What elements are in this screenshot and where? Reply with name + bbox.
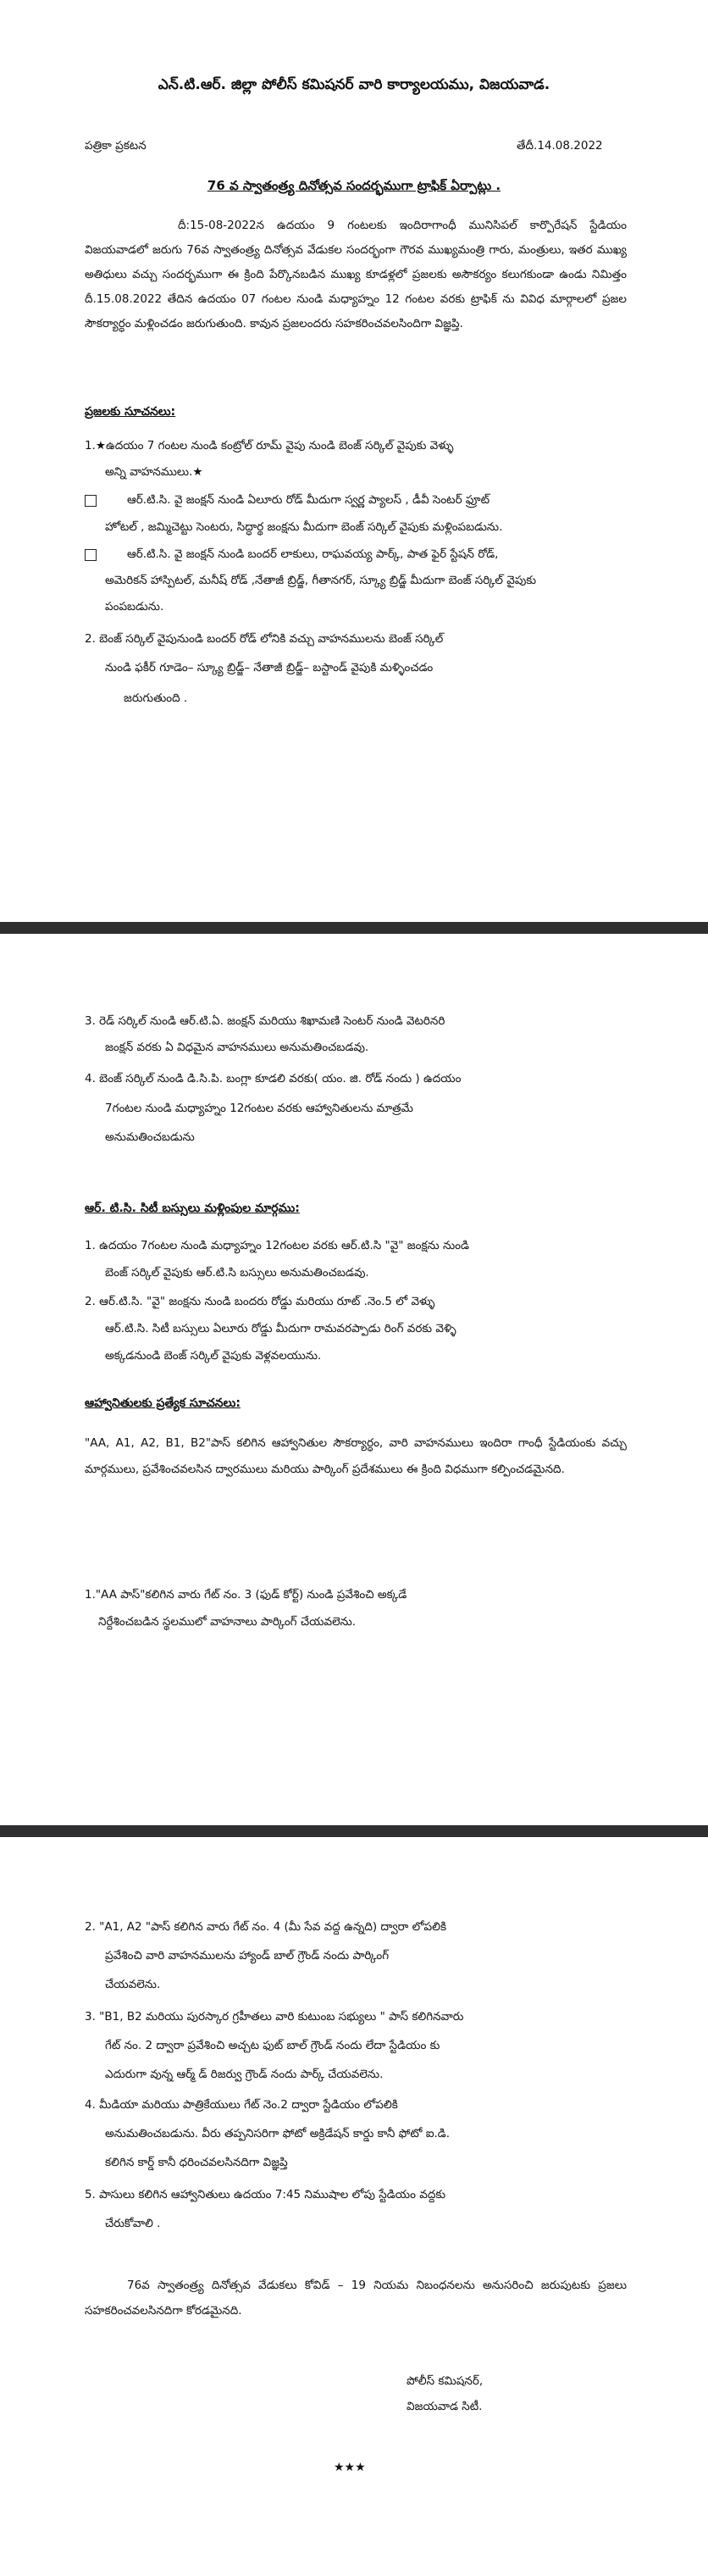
page-1 (0, 0, 708, 922)
item1-line2: అన్ని వాహనములు.★ (105, 465, 203, 479)
inv4-line3: కలిగిన కార్డ్ కానీ ధరించవలసినదిగా విజ్ఞప్తి (105, 2156, 288, 2169)
inv1-line1: 1."AA పాస్"కలిగిన వారు గేట్ నం. 3 (ఫుడ్ కోర్ట్) నుండి ప్రవేశించి అక్కడే (85, 1588, 407, 1602)
checkbox-bullet-2 (85, 549, 97, 561)
item4-line3: అనుమతించబడును (105, 1130, 195, 1144)
invitee-paragraph: "AA, A1, A2, B1, B2"పాస్ కలిగిన ఆహ్వానితుల సౌకర్యార్ధం, వారి వాహనములు ఇందిరా గాంధీ స్టేడియంకు వచ్చు మార్గములు, ప్రవేశించవలసిన ద్వారములు మరియు పార్కింగ్ ప్రదేశములు ఈ క్రింది విధముగా కల్పించడమైనది. (85, 1436, 627, 1476)
closing-stars: ★★★ (334, 2461, 366, 2474)
closing-paragraph: 76వ స్వాతంత్ర్య దినోత్సవ వేడుకలు కోవిడ్ – 19 నియమ నిబంధనలను అనుసరించి జరుపుటకు ప్రజలు సహకరించవలసినదిగా కోరడమైనది. (85, 2279, 627, 2318)
inv3-line1: 3. "B1, B2 మరియు పురస్కార గ్రహీతలు వారి కుటుంబ సభ్యులు " పాస్ కలిగినవారు (85, 2010, 464, 2024)
office-title: ఎన్.టి.ఆర్. జిల్లా పోలీస్ కమిషనర్ వారి కార్యాలయము, విజయవాడ. (158, 76, 550, 93)
item4-line2: 7గంటల నుండి మధ్యాహ్నం 12గంటల వరకు ఆహ్వానితులను మాత్రమే (105, 1102, 413, 1115)
bullet2-line2: అమెరికన్ హాస్పిటల్, మనీష్ రోడ్ ,నేతాజీ బ్రిడ్జ్, గీతానగర్, స్క్యూ బ్రిడ్జ్ మీదుగా బెంజ్ సర్కిల్ వైపుకు (105, 574, 537, 587)
page-3 (0, 1837, 708, 2576)
signature-line2: విజయవాడ సిటీ. (407, 2400, 483, 2413)
item2-line1: 2. బెంజ్ సర్కిల్ వైపునుండి బందర్ రోడ్ లోనికి వచ్చు వాహనములను బెంజ్ సర్కిల్ (85, 632, 444, 646)
inv3-line3: ఎదురుగా వున్న ఆర్మ్ డ్ రిజర్వు గ్రౌండ్ నందు పార్క్ చేయవలెను. (105, 2068, 384, 2081)
page-divider-2 (0, 1825, 708, 1837)
rtc1-line1: 1. ఉదయం 7గంటల నుండి మధ్యాహ్నం 12గంటల వరకు ఆర్.టి.సి "వై" జంక్షను నుండి (85, 1239, 469, 1252)
inv4-line1: 4. మీడియా మరియు పాత్రికేయులు గేట్ నెం.2 ద్వారా స్టేడియం లోపలికి (85, 2098, 398, 2112)
item4-line1: 4. బెంజ్ సర్కిల్ నుండి డి.సి.పి. బంగ్లా కూడలి వరకు( యం. జి. రోడ్ నందు ) ఉదయం (85, 1072, 462, 1085)
page-divider-1 (0, 922, 708, 934)
bullet1-line1: ఆర్.టి.సి. వై జంక్షన్ నుండి ఏలూరు రోడ్ మీదుగా స్వర్ణ ప్యాలస్ , డీవీ సెంటర్ ఫ్రూట్ (127, 493, 490, 507)
heading-public-instructions: ప్రజలకు సూచనలు: (85, 405, 176, 419)
rtc2-line2: ఆర్.టి.సి. సిటీ బస్సులు ఏలూరు రోడ్డు మీదుగా రామవరప్పాడు రింగ్ వరకు వెళ్ళి (105, 1322, 456, 1335)
page-2 (0, 934, 708, 1825)
rtc1-line2: బెంజ్ సర్కిల్ వైపుకు ఆర్.టి.సి బస్సులు అనుమతించబడవు. (105, 1266, 369, 1280)
bullet1-line2: హోటల్ , జమ్మిచెట్టు సెంటరు, సిద్ధార్థ జంక్షను మీదుగా బెంజ్ సర్కిల్ వైపుకు మళ్లింపబడును. (105, 520, 503, 534)
item1-line1: 1.★ఉదయం 7 గంటల నుండి కంట్రోల్ రూమ్ వైపు నుండి బెంజ్ సర్కిల్ వైపుకు వెళ్ళు (85, 439, 454, 452)
inv1-line2: నిర్దేశించబడిన స్థలములో వాహనాలు పార్కింగ్ చేయవలెను. (98, 1615, 357, 1629)
bullet2-line3: పంపబడును. (105, 600, 164, 613)
inv3-line2: గేట్ నం. 2 ద్వారా ప్రవేశించి అచ్చట ఫుట్ బాల్ గ్రౌండ్ నందు లేదా స్టేడియం కు (105, 2039, 440, 2052)
press-release-label: పత్రికా ప్రకటన (85, 139, 147, 153)
inv2-line2: ప్రవేశించి వారి వాహనములను హ్యాండ్ బాల్ గ్రౌండ్ నందు పార్కింగ్ (105, 1949, 390, 1963)
subject-title: 76 వ స్వాతంత్ర్య దినోత్సవ సందర్భముగా ట్రాఫిక్ ఏర్పాట్లు . (207, 178, 501, 193)
checkbox-bullet-1 (85, 495, 97, 507)
item2-line2: నుండి ఫకీర్ గూడెం– స్క్యూ బ్రిడ్జ్– నేతాజీ బ్రిడ్జ్– బస్టాండ్ వైపుకి మళ్ళించడం (105, 661, 434, 675)
signature-line1: పోలీస్ కమిషనర్, (407, 2374, 484, 2388)
rtc2-line3: అక్కడనుండి బెంజ్ సర్కిల్ వైపుకు వెళ్లవలయును. (105, 1349, 322, 1363)
heading-invitee-instructions: ఆహ్వానితులకు ప్రత్యేక సూచనలు: (85, 1396, 241, 1410)
bullet2-line1: ఆర్.టి.సి. వై జంక్షన్ నుండి బందర్ లాకులు, రాఘవయ్య పార్క్, పాత ఫైర్ స్టేషన్ రోడ్, (127, 547, 499, 561)
intro-paragraph: దీ:15-08-2022న ఉదయం 9 గంటలకు ఇందిరాగాంధీ మునిసిపల్ కార్పొరేషన్ స్టేడియం విజయవాడలో జరుగు 76వ స్వాతంత్ర్య దినోత్సవ వేడుకల సందర్భంగా గౌరవ ముఖ్యమంత్రి గారు, మంత్రులు, ఇతర ముఖ్య అతిధులు వచ్చు సందర్భముగా ఈ క్రింది పేర్కొనబడిన ముఖ్య కూడళ్లలో ప్రజలకు అసౌకర్యం కలుగకుండా ఉండు నిమిత్తం దీ.15.08.2022 తేదిన ఉదయం 07 గంటల నుండి మధ్యాహ్నం 12 గంటల వరకు ట్రాఫిక్ ను వివిధ మార్గాలలో ప్రజల సౌకర్యార్ధం మళ్లించడం జరుగుతుంది. కావున ప్రజలందరు సహకరించవలసిందిగా విజ్ఞప్తి. (85, 219, 627, 330)
inv2-line3: చేయవలెను. (105, 1978, 161, 1991)
item2-line3: జరుగుతుంది . (124, 691, 188, 705)
inv4-line2: అనుమతించబడును. వీరు తప్పనిసరిగా ఫోటో అక్రిడేషన్ కార్డు కానీ ఫోటో ఐ.డి. (105, 2127, 451, 2140)
item3-line2: జంక్షన్ వరకు ఏ విధమైన వాహనములు అనుమతించబడవు. (105, 1041, 369, 1054)
inv5-line1: 5. పాసులు కలిగిన ఆహ్వానితులు ఉదయం 7:45 నిముషాల లోపు స్టేడియం వద్దకు (85, 2188, 446, 2201)
item3-line1: 3. రెడ్ సర్కిల్ నుండి ఆర్.టి.ఏ. జంక్షన్ మరియు శిఖామణి సెంటర్ నుండి వెటరినరి (85, 1014, 445, 1028)
inv2-line1: 2. "A1, A2 "పాస్ కలిగిన వారు గేట్ నం. 4 (మీ సేవ వద్ద ఉన్నది) ద్వారా లోపలికి (85, 1920, 447, 1934)
inv5-line2: చేరుకోవాలి . (105, 2217, 161, 2230)
release-date: తేదీ.14.08.2022 (517, 139, 603, 153)
heading-rtc-diversion: ఆర్. టి.సి. సిటీ బస్సులు మళ్లింపుల మార్గము: (85, 1202, 300, 1215)
rtc2-line1: 2. ఆర్.టి.సి. "వై" జంక్షను నుండి బందరు రోడ్డు మరియు రూట్ .నెం.5 లో వెళ్ళు (85, 1295, 435, 1308)
